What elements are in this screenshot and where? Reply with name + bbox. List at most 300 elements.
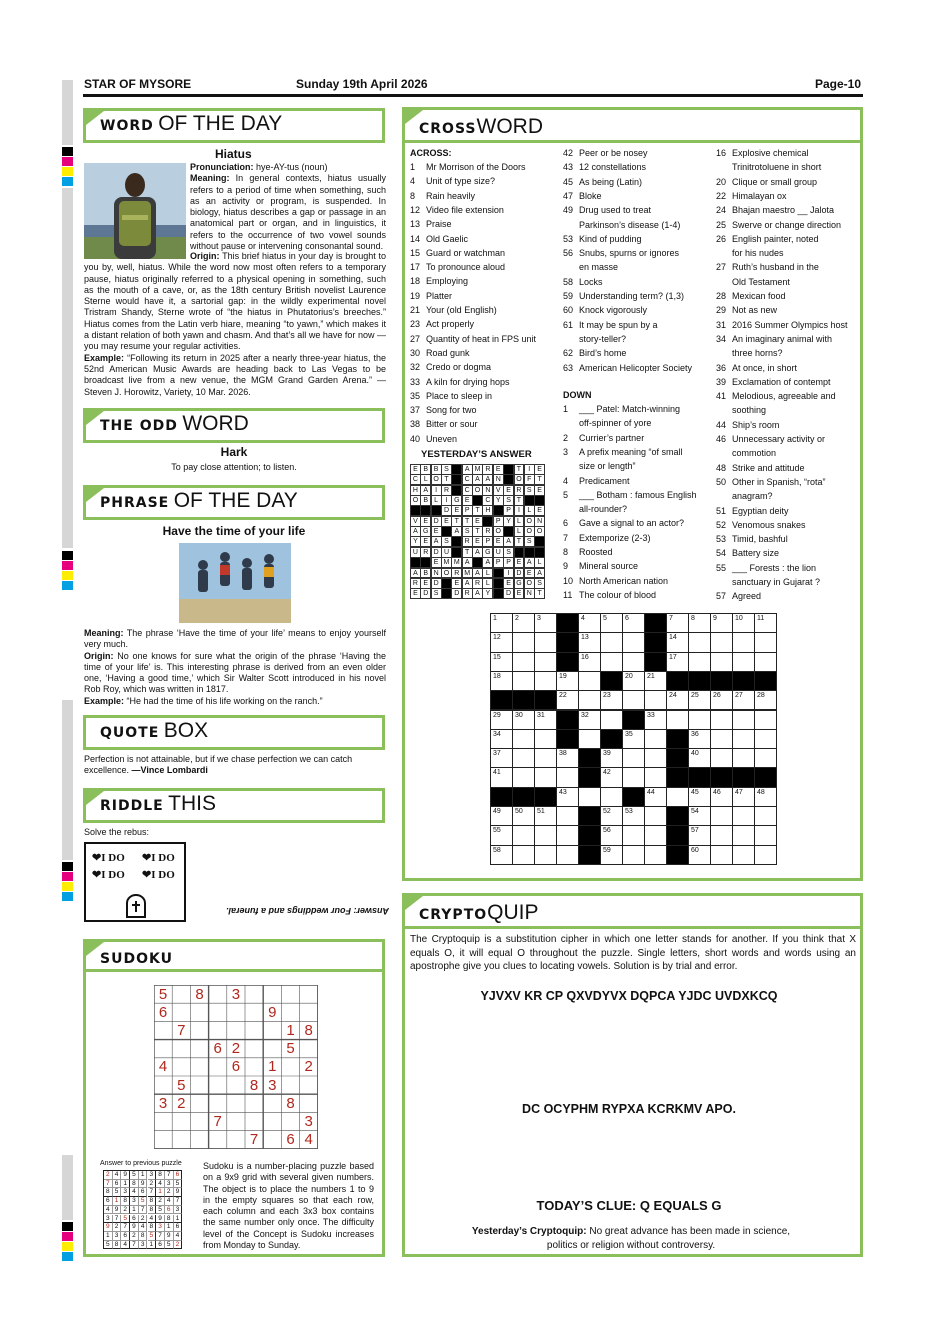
prev-crossword-cell: D [514,568,525,579]
crossword-cell[interactable] [622,690,645,710]
clue-number: 6 [563,518,569,529]
prev-crossword-cell: D [420,588,431,599]
crossword-cell[interactable] [490,767,513,787]
crossword-cell[interactable] [600,825,623,845]
crossword-cell[interactable] [688,613,711,633]
prev-crossword-cell: E [534,505,545,516]
prev-sudoku-cell: 1 [139,1171,148,1180]
prev-crossword-cell: A [482,557,493,568]
prev-sudoku-cell: 5 [156,1206,165,1215]
prev-sudoku-cell: 8 [139,1232,148,1241]
prev-crossword-cell: T [462,547,473,558]
crossword-cell[interactable] [710,729,733,749]
prev-sudoku-cell: 2 [104,1171,113,1180]
clue-item [410,262,505,272]
crossword-cell[interactable] [688,652,711,672]
crossword-cell[interactable] [688,632,711,652]
crossword-cell[interactable] [534,729,557,749]
crossword-cell[interactable] [534,767,557,787]
prev-sudoku-cell: 7 [104,1180,113,1189]
crossword-cell[interactable] [600,787,623,807]
clue-number: 3 [563,446,569,457]
crossword-cell[interactable] [600,710,623,730]
clue-number: 36 [691,730,699,738]
crossword-cell[interactable] [534,613,557,633]
clue-number: 34 [493,730,501,738]
crossword-cell[interactable] [600,613,623,633]
clue-number: 58 [493,846,501,854]
prev-crossword-cell: G [420,526,431,537]
crossword-cell[interactable] [666,787,689,807]
crossword-cell[interactable] [490,613,513,633]
clue-text: Platter [426,290,453,301]
clue-number: 18 [493,672,501,680]
crossword-cell[interactable] [578,690,601,710]
prev-sudoku-cell: 7 [130,1241,139,1250]
prev-crossword-cell: A [524,557,535,568]
crossword-cell[interactable] [556,825,579,845]
clue-item [716,162,821,172]
crossword-cell[interactable] [512,671,535,691]
clue-text: American Helicopter Society [579,362,693,373]
crossword-cell[interactable] [622,845,645,865]
clue-item [716,420,779,430]
clue-text: 12 constellations [579,162,647,173]
clue-number: 9 [563,561,569,572]
prev-crossword-cell: E [420,578,431,589]
clue-number: 55 [493,827,501,835]
crossword-cell[interactable] [666,710,689,730]
prev-crossword-cell: A [503,536,514,547]
clue-item [716,591,761,601]
color-mark [62,177,73,186]
clue-text: Bloke [579,190,602,201]
prev-crossword-cell: E [503,485,514,496]
clue-text: Road gunk [426,347,470,358]
crossword-cell[interactable] [490,825,513,845]
crossword-cell[interactable] [754,632,777,652]
prev-crossword-cell [534,547,545,558]
clue-item [716,491,773,501]
crossword-cell[interactable] [644,671,667,691]
prev-crossword-cell: E [410,588,421,599]
riddle-answer: Answer: Four weddings and a funeral. [226,906,390,916]
crossword-cell[interactable] [754,748,777,768]
prev-crossword-cell: I [514,505,525,516]
crossword-cell[interactable] [710,652,733,672]
crossword-cell[interactable] [754,806,777,826]
clue-number: 46 [713,788,721,796]
crossword-cell [754,671,777,691]
sudoku-given: 5 [158,985,168,1003]
crossword-cell[interactable] [512,710,535,730]
crossword-cell[interactable] [534,652,557,672]
crossword-cell[interactable] [512,748,535,768]
crossword-cell[interactable] [600,632,623,652]
prev-crossword-cell: H [482,505,493,516]
prev-sudoku-cell: 8 [113,1241,122,1250]
crossword-cell[interactable] [732,710,755,730]
crossword-cell[interactable] [512,613,535,633]
prev-sudoku-cell: 5 [121,1215,130,1224]
clue-number: 21 [647,672,655,680]
crossword-cell[interactable] [534,806,557,826]
prev-sudoku-grid [103,1170,182,1249]
clue-number: 17 [669,653,677,661]
yesterday-crossword-grid [410,464,545,598]
prev-crossword-cell: E [472,516,483,527]
crossword-cell[interactable] [512,767,535,787]
crossword-cell[interactable] [622,729,645,749]
clue-number: 45 [691,788,699,796]
clue-text: Egyptian deity [732,505,789,516]
clue-number: 53 [625,808,633,815]
crossword-cell[interactable] [512,652,535,672]
crossword-cell[interactable] [578,671,601,691]
clue-text: Peer or be nosey [579,148,648,158]
clue-number: 31 [537,711,545,719]
clue-number: 14 [410,233,421,244]
crossword-cell[interactable] [666,690,689,710]
crossword-cell[interactable] [732,806,755,826]
crossword-cell[interactable] [578,787,601,807]
prev-sudoku-cell: 4 [165,1197,174,1206]
clue-text: An imaginary animal with [732,333,833,344]
clue-item [410,176,495,186]
prev-crossword-cell [441,578,452,589]
crossword-cell[interactable] [732,632,755,652]
crossword-cell[interactable] [534,845,557,865]
prev-crossword-cell: S [503,547,514,558]
crossword-cell[interactable] [556,671,579,691]
crossword-cell[interactable] [534,632,557,652]
crossword-cell[interactable] [490,845,513,865]
crossword-cell[interactable] [534,748,557,768]
crossword-cell[interactable] [490,632,513,652]
clue-number: 34 [716,333,727,344]
crossword-cell[interactable] [644,748,667,768]
prev-crossword-cell: A [410,568,421,579]
crossword-cell[interactable] [688,690,711,710]
sudoku-given: 8 [286,1094,295,1112]
crossword-cell[interactable] [622,671,645,691]
crossword-cell [512,787,535,807]
crossword-cell[interactable] [644,787,667,807]
crossword-cell [754,767,777,787]
crossword-cell[interactable] [666,613,689,633]
clue-item [716,262,819,272]
clue-text: Quantity of heat in FPS unit [426,333,537,344]
crossword-cell[interactable] [600,767,623,787]
clue-number: 15 [493,653,501,661]
crossword-cell[interactable] [754,690,777,710]
clue-text: anagram? [732,491,773,502]
clue-number: 60 [691,846,699,854]
crossword-cell[interactable] [754,613,777,633]
prev-sudoku-cell: 1 [174,1215,183,1224]
crossword-cell[interactable] [710,710,733,730]
clue-number: 24 [716,205,727,216]
prev-crossword-cell: S [534,578,545,589]
color-mark [62,1222,73,1231]
crossword-cell[interactable] [512,825,535,845]
prev-sudoku-cell: 9 [165,1232,174,1241]
crossword-cell[interactable] [754,652,777,672]
crossword-cell[interactable] [578,710,601,730]
prev-crossword-cell [503,526,514,537]
crossword-cell[interactable] [688,806,711,826]
prev-crossword-cell: B [431,464,442,475]
prev-sudoku-cell: 1 [113,1197,122,1206]
crossword-cell[interactable] [622,652,645,672]
clue-number: 8 [563,547,569,557]
prev-crossword-cell: D [431,547,442,558]
clue-number: 46 [716,434,727,444]
crossword-cell[interactable] [490,729,513,749]
crossword-cell[interactable] [622,825,645,845]
crossword-cell[interactable] [556,845,579,865]
crossword-cell[interactable] [512,632,535,652]
crossword-cell[interactable] [732,652,755,672]
crossword-cell[interactable] [490,748,513,768]
crossword-cell [710,767,733,787]
rebus-item: ❤I DO [92,869,125,881]
clue-item [716,205,834,215]
crossword-cell[interactable] [644,729,667,749]
crossword-cell[interactable] [754,710,777,730]
crossword-cell[interactable] [622,806,645,826]
crossword-cell[interactable] [534,825,557,845]
clue-number: 47 [735,788,743,796]
crossword-cell[interactable] [732,845,755,865]
crossword-cell[interactable] [578,652,601,672]
crossword-cell[interactable] [732,729,755,749]
prev-crossword-cell: L [534,557,545,568]
clue-number: 59 [563,291,574,301]
clue-item [563,518,684,528]
prev-sudoku-cell: 5 [130,1171,139,1180]
clue-item [410,305,497,315]
clue-number: 62 [563,348,574,359]
clue-text: en masse [579,262,619,273]
clue-number: 36 [716,362,727,373]
crossword-cell[interactable] [622,767,645,787]
clue-text: To pronounce aloud [426,262,506,273]
crossword-cell[interactable] [644,845,667,865]
cryptoquip-clue: TODAY’S CLUE: Q EQUALS G [536,1198,722,1213]
crossword-cell[interactable] [688,748,711,768]
prev-sudoku-cell: 4 [104,1206,113,1215]
clue-number: 43 [563,162,574,173]
crossword-cell[interactable] [622,613,645,633]
clue-number: 63 [563,362,574,373]
prev-crossword-cell: O [493,526,504,537]
crossword-cell[interactable] [710,690,733,710]
prev-sudoku-cell: 4 [139,1223,148,1232]
crossword-cell[interactable] [732,690,755,710]
crossword-cell [578,748,601,768]
crossword-cell[interactable] [644,767,667,787]
cryptoquip-line-2: DC OCYPHM RYPXA KCRKMV APO. [522,1102,736,1116]
clue-number: 16 [716,148,727,158]
crossword-cell[interactable] [688,729,711,749]
prev-crossword-cell: A [462,557,473,568]
clue-number: 38 [559,750,567,758]
crossword-cell[interactable] [600,652,623,672]
prev-crossword-cell: S [462,526,473,537]
prev-sudoku-cell: 6 [139,1188,148,1197]
color-mark [62,561,73,570]
sudoku-given: 4 [158,1058,168,1076]
clue-item [716,377,831,387]
prev-crossword-cell: R [482,526,493,537]
clue-text: Drug used to treat [579,205,652,216]
prev-crossword-cell: R [462,536,473,547]
prev-crossword-cell: S [431,588,442,599]
crossword-cell[interactable] [754,825,777,845]
crossword-cell [644,632,667,652]
crossword-cell[interactable] [556,767,579,787]
crossword-cell[interactable] [754,729,777,749]
prev-sudoku-cell: 4 [121,1241,130,1250]
clue-number: 28 [757,692,765,700]
crossword-cell[interactable] [754,787,777,807]
clue-number: 8 [410,190,416,201]
color-mark [62,157,73,166]
prev-crossword-cell: A [462,464,473,475]
clue-number: 10 [735,615,743,622]
crossword-cell[interactable] [688,787,711,807]
word-of-day-heading: WORD OF THE DAY [83,108,385,143]
crossword-cell[interactable] [512,806,535,826]
crossword-cell[interactable] [732,825,755,845]
prev-crossword-cell: A [534,568,545,579]
crossword-cell[interactable] [666,652,689,672]
clue-number: 61 [563,319,574,330]
clue-item [716,548,779,558]
crossword-cell[interactable] [556,806,579,826]
rebus-box [84,842,186,922]
prev-crossword-cell: M [472,464,483,475]
crossword-cell[interactable] [600,748,623,768]
crossword-cell [732,767,755,787]
crossword-cell [578,825,601,845]
crossword-cell[interactable] [710,632,733,652]
crossword-cell[interactable] [644,690,667,710]
crossword-cell[interactable] [534,671,557,691]
clue-text: As being (Latin) [579,176,643,187]
clue-number: 56 [603,827,611,835]
crossword-cell [512,690,535,710]
clue-number: 44 [647,788,655,796]
clue-text: Knock vigorously [579,305,648,316]
crossword-cell[interactable] [710,787,733,807]
crossword-cell[interactable] [754,845,777,865]
crossword-cell[interactable] [490,710,513,730]
clue-number: 29 [493,711,501,719]
crossword-cell[interactable] [578,613,601,633]
crossword-cell[interactable] [490,671,513,691]
sudoku-given: 3 [231,985,241,1003]
clue-number: 10 [563,575,574,586]
clue-item [563,561,638,571]
prev-crossword-cell: O [431,474,442,485]
crossword-cell[interactable] [688,845,711,865]
crossword-cell[interactable] [710,748,733,768]
prev-sudoku-cell: 9 [156,1215,165,1224]
crossword-cell[interactable] [710,825,733,845]
crossword-cell[interactable] [534,710,557,730]
crossword-cell[interactable] [732,748,755,768]
crossword-cell[interactable] [556,748,579,768]
crossword-cell[interactable] [512,729,535,749]
prev-sudoku-cell: 8 [130,1180,139,1189]
crossword-cell[interactable] [490,652,513,672]
sudoku-given: 6 [158,1003,168,1021]
prev-crossword-cell [503,474,514,485]
prev-crossword-cell: T [462,516,473,527]
prev-crossword-cell: D [503,588,514,599]
crossword-cell[interactable] [710,806,733,826]
prev-sudoku-cell: 6 [165,1206,174,1215]
clue-item [563,433,644,443]
prev-crossword-cell: T [534,588,545,599]
crossword-cell[interactable] [622,632,645,652]
clue-item [716,534,788,544]
prev-crossword-cell: O [410,495,421,506]
prev-crossword-cell: A [420,485,431,496]
crossword-cell[interactable] [600,690,623,710]
prev-crossword-cell [493,505,504,516]
clue-text: 2016 Summer Olympics host [732,319,848,330]
crossword-cell[interactable] [688,825,711,845]
clue-number: 4 [410,176,416,187]
crossword-cell[interactable] [688,710,711,730]
crossword-cell[interactable] [556,787,579,807]
clue-item [563,363,692,373]
crossword-cell[interactable] [732,613,755,633]
prev-crossword-cell: Y [503,516,514,527]
clue-number: 55 [716,562,727,573]
clue-number: 14 [669,634,677,642]
crossword-cell[interactable] [644,710,667,730]
crossword-cell[interactable] [644,806,667,826]
crossword-cell[interactable] [512,845,535,865]
crossword-cell[interactable] [490,806,513,826]
clue-number: 51 [716,505,727,516]
clue-item [563,461,636,471]
crossword-cell[interactable] [732,787,755,807]
crossword-cell[interactable] [578,729,601,749]
prev-crossword-cell: O [524,516,535,527]
clue-number: 24 [669,692,677,700]
sudoku-heading: SUDOKU [86,942,382,972]
crossword-cell[interactable] [666,632,689,652]
crossword-cell[interactable] [644,825,667,845]
prev-crossword-cell: E [534,485,545,496]
crossword-cell[interactable] [710,845,733,865]
color-mark [62,167,73,176]
crossword-cell[interactable] [600,845,623,865]
crossword-cell[interactable] [578,632,601,652]
crossword-cell[interactable] [622,748,645,768]
clue-item [563,205,651,215]
clue-item [716,177,817,187]
crossword-cell[interactable] [710,613,733,633]
crossword-cell[interactable] [556,690,579,710]
crossword-cell[interactable] [600,806,623,826]
clue-number: 16 [581,653,589,661]
